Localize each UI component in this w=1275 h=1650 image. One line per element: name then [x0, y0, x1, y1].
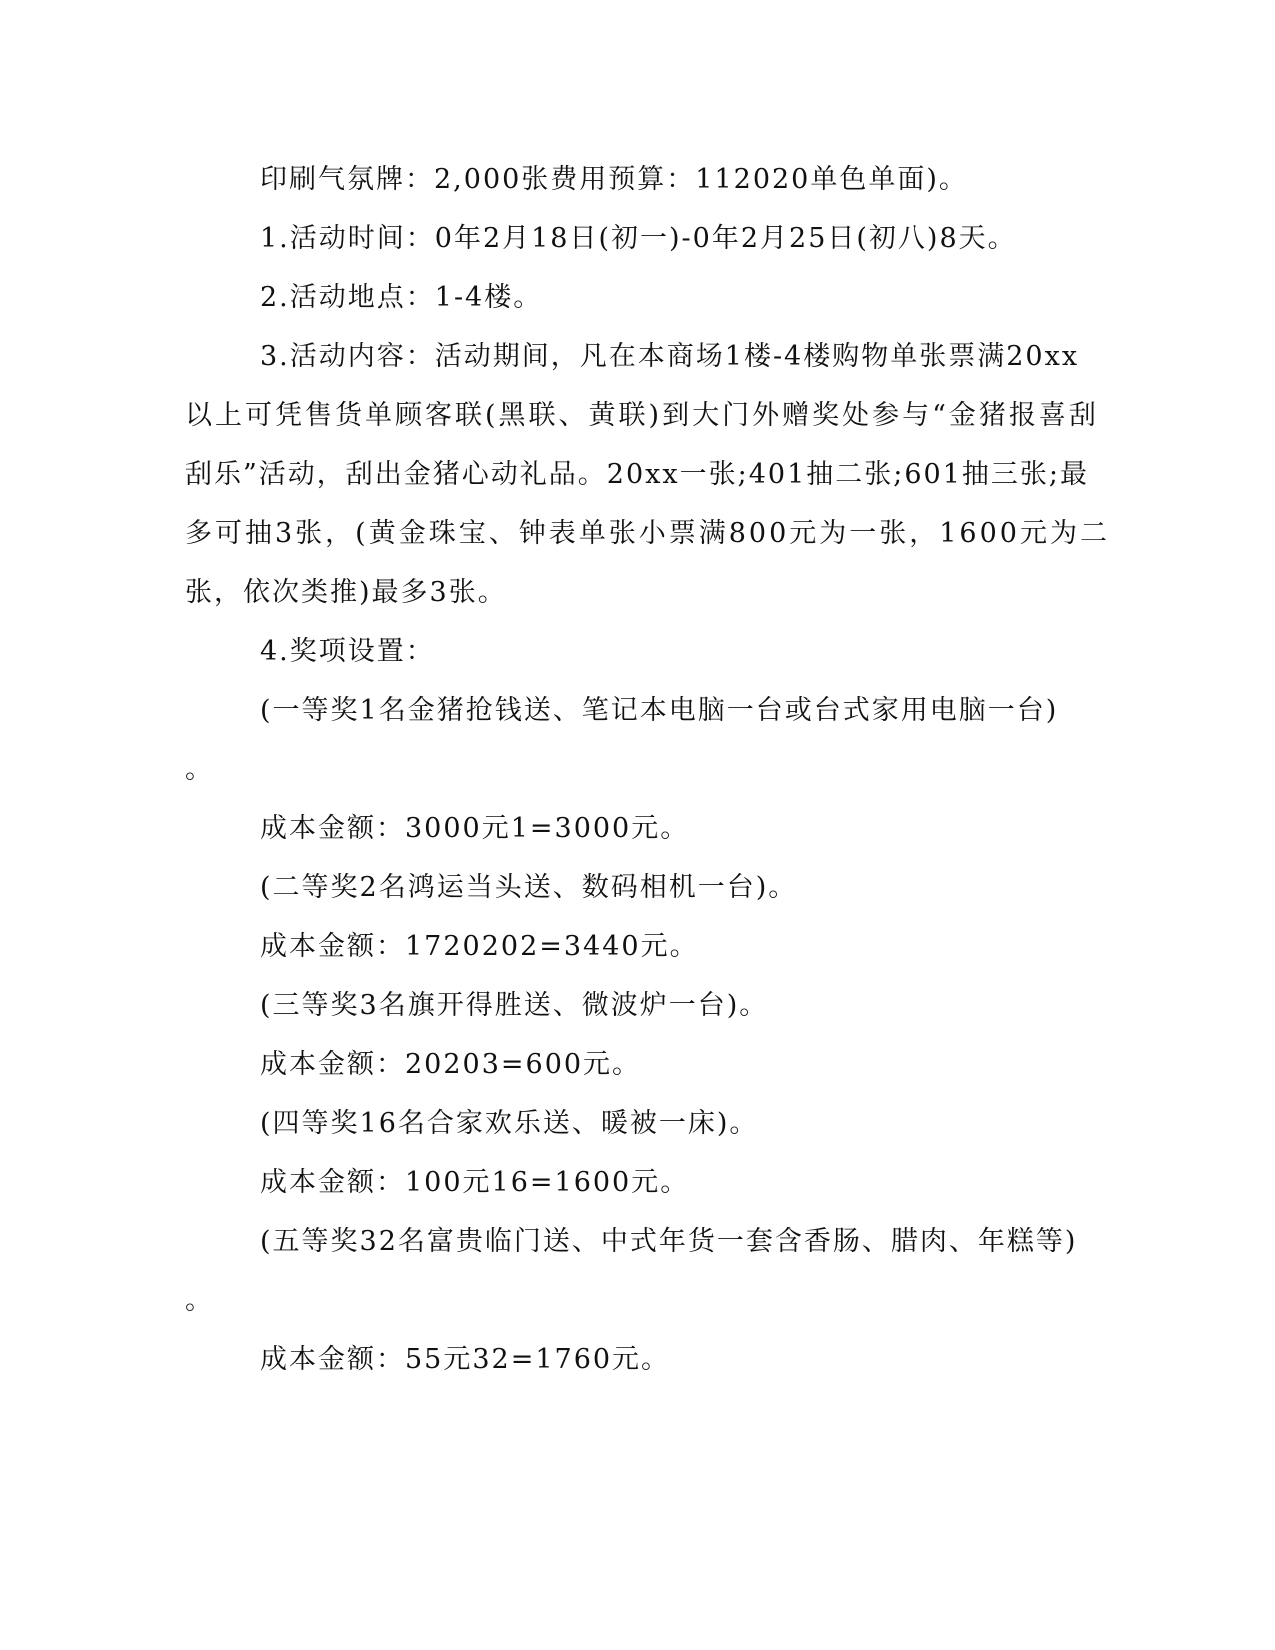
text-line-second-prize-cost: 成本金额：1720202=3440元。 — [260, 931, 699, 962]
text-line-fifth-prize: (五等奖32名富贵临门送、中式年货一套含香肠、腊肉、年糕等) — [260, 1226, 1078, 1257]
text-line-third-prize-cost: 成本金额：20203=600元。 — [260, 1049, 642, 1080]
text-line-activity-content-5: 张，依次类推)最多3张。 — [185, 577, 507, 608]
text-line-fourth-prize: (四等奖16名合家欢乐送、暖被一床)。 — [260, 1108, 759, 1139]
text-line-fifth-prize-cost: 成本金额：55元32=1760元。 — [260, 1344, 671, 1375]
text-line-activity-location: 2.活动地点：1-4楼。 — [260, 282, 543, 313]
text-line-fourth-prize-cost: 成本金额：100元16=1600元。 — [260, 1167, 690, 1198]
text-line-first-prize: (一等奖1名金猪抢钱送、笔记本电脑一台或台式家用电脑一台) — [260, 695, 1059, 726]
text-line-signage-budget: 印刷气氛牌：2,000张费用预算：112020单色单面)。 — [260, 164, 968, 195]
text-line-first-prize-end: 。 — [185, 754, 214, 785]
text-line-activity-content-3: 刮乐”活动，刮出金猪心动礼品。20xx一张;401抽二张;601抽三张;最 — [185, 459, 1089, 490]
text-line-third-prize: (三等奖3名旗开得胜送、微波炉一台)。 — [260, 990, 769, 1021]
text-line-second-prize: (二等奖2名鸿运当头送、数码相机一台)。 — [260, 872, 798, 903]
text-line-fifth-prize-end: 。 — [185, 1285, 214, 1316]
text-line-prize-settings: 4.奖项设置： — [260, 636, 435, 667]
text-line-first-prize-cost: 成本金额：3000元1=3000元。 — [260, 813, 690, 844]
text-line-activity-time: 1.活动时间：0年2月18日(初一)-0年2月25日(初八)8天。 — [260, 223, 1017, 254]
text-line-activity-content: 3.活动内容：活动期间，凡在本商场1楼-4楼购物单张票满20xx — [260, 341, 1080, 372]
text-line-activity-content-2: 以上可凭售货单顾客联(黑联、黄联)到大门外赠奖处参与“金猪报喜刮 — [185, 400, 1099, 431]
text-line-activity-content-4: 多可抽3张，(黄金珠宝、钟表单张小票满800元为一张，1600元为二 — [185, 518, 1110, 549]
